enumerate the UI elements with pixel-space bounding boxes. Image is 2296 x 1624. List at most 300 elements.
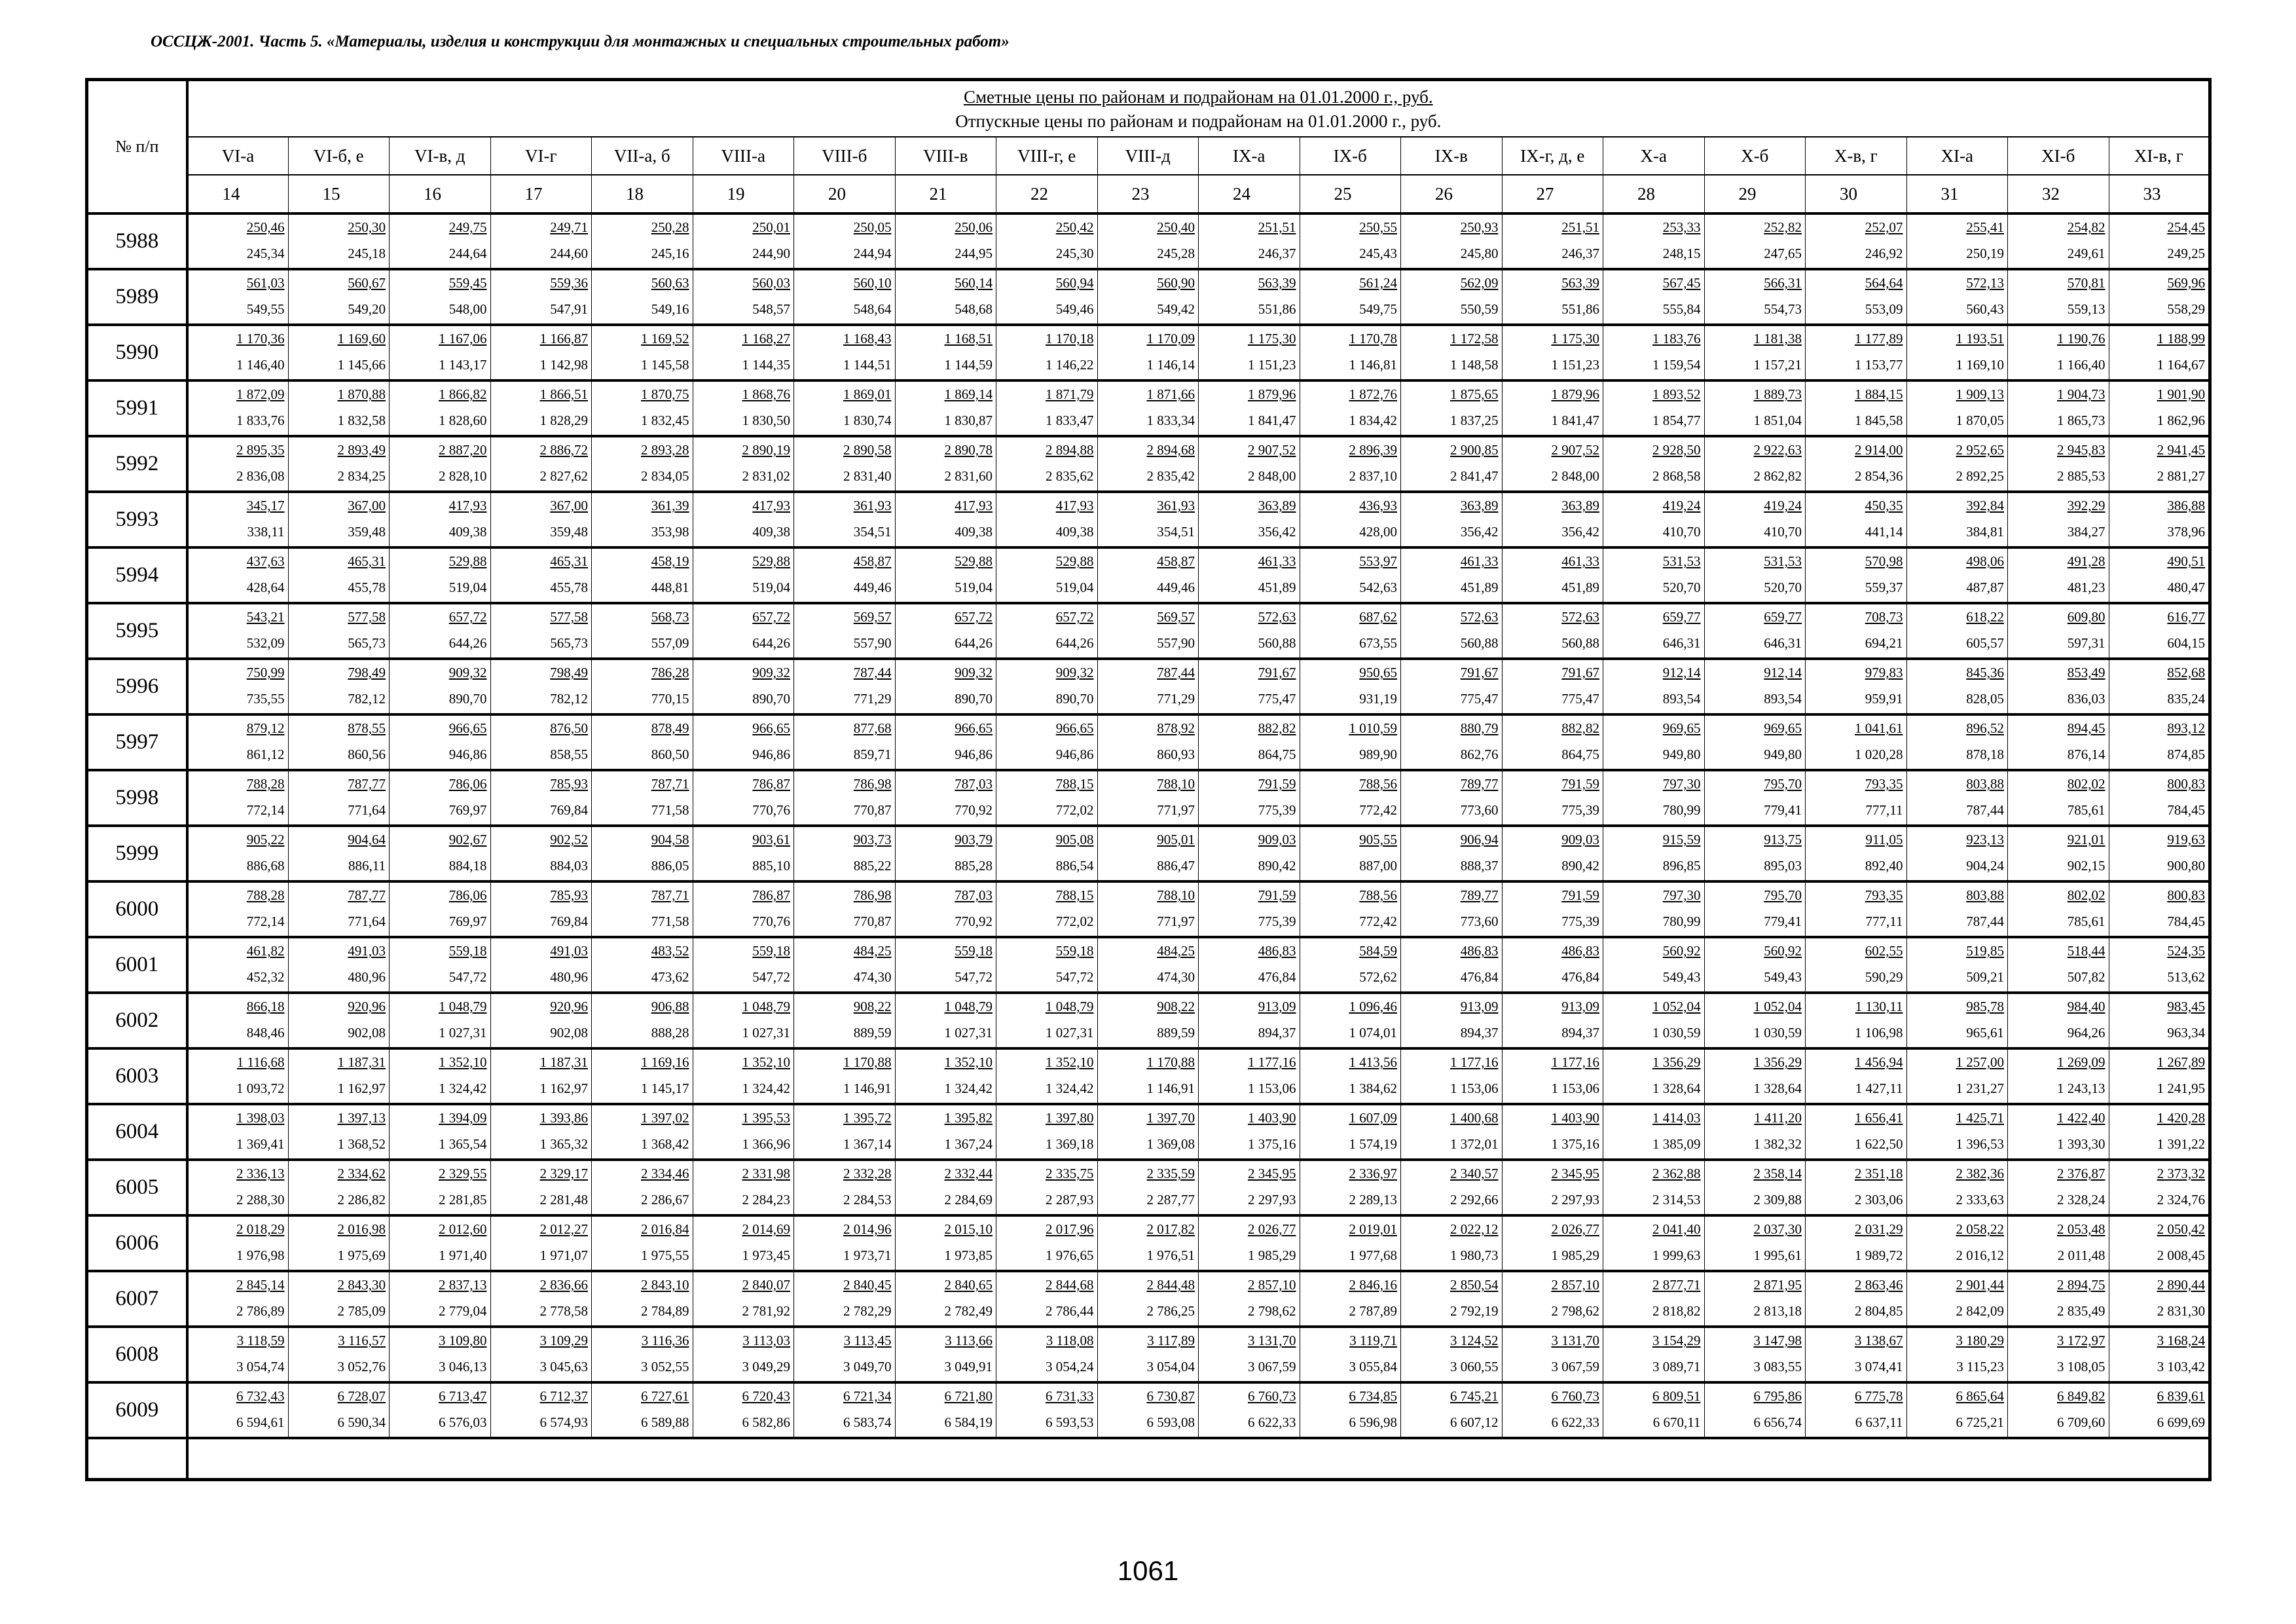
price-cell xyxy=(1199,325,1300,380)
price-cell xyxy=(1603,603,1705,659)
price-cell xyxy=(1401,659,1503,714)
price-cell xyxy=(1806,547,1907,603)
estimated-price: 2 863,46 xyxy=(1855,1277,1903,1293)
release-price: 1 384,62 xyxy=(1349,1080,1397,1096)
estimated-price: 969,65 xyxy=(1662,720,1701,736)
price-cell xyxy=(895,380,996,436)
release-price: 2 284,69 xyxy=(944,1192,993,1208)
price-cell xyxy=(693,436,794,492)
price-cell xyxy=(288,269,390,325)
price-cell xyxy=(390,269,491,325)
column-number-header: 23 xyxy=(1097,175,1199,213)
price-cell xyxy=(1097,436,1199,492)
release-price: 6 593,53 xyxy=(1046,1414,1094,1430)
estimated-price: 3 124,52 xyxy=(1450,1333,1499,1348)
release-price: 2 779,04 xyxy=(439,1303,487,1319)
estimated-price: 6 728,07 xyxy=(337,1388,386,1404)
price-cell xyxy=(1300,1215,1401,1271)
estimated-price: 2 351,18 xyxy=(1855,1166,1903,1181)
release-price: 519,04 xyxy=(955,580,993,595)
price-cell xyxy=(1300,1327,1401,1382)
estimated-price: 386,88 xyxy=(2167,498,2206,513)
release-price: 769,84 xyxy=(550,913,588,929)
release-price: 428,00 xyxy=(1359,524,1397,540)
release-price: 1 368,42 xyxy=(641,1136,689,1152)
release-price: 2 786,25 xyxy=(1146,1303,1195,1319)
estimated-price: 1 425,71 xyxy=(1956,1110,2004,1126)
price-cell xyxy=(390,1160,491,1215)
price-cell xyxy=(996,993,1098,1048)
table-row xyxy=(87,436,2210,492)
price-cell xyxy=(1603,1104,1705,1160)
release-price: 6 593,08 xyxy=(1146,1414,1195,1430)
table-row xyxy=(87,325,2210,380)
release-price: 3 103,42 xyxy=(2157,1359,2206,1375)
price-cell xyxy=(490,714,592,770)
price-cell xyxy=(1300,1048,1401,1104)
price-cell xyxy=(1199,826,1300,881)
price-cell xyxy=(794,1160,896,1215)
price-cell xyxy=(1806,714,1907,770)
price-cell xyxy=(1502,826,1603,881)
price-cell xyxy=(1097,213,1199,269)
release-price: 1 324,42 xyxy=(439,1080,487,1096)
price-cell xyxy=(1806,770,1907,826)
price-cell xyxy=(1199,1104,1300,1160)
price-cell xyxy=(1502,993,1603,1048)
price-cell xyxy=(1097,269,1199,325)
estimated-price: 909,32 xyxy=(955,665,993,680)
price-cell xyxy=(1603,380,1705,436)
price-cell xyxy=(693,547,794,603)
estimated-price: 791,59 xyxy=(1258,887,1296,903)
header-row-title xyxy=(87,80,2210,138)
price-cell xyxy=(288,492,390,547)
estimated-price: 1 170,09 xyxy=(1146,331,1195,346)
release-price: 890,70 xyxy=(448,691,487,707)
price-cell xyxy=(592,213,693,269)
column-number-header: 22 xyxy=(996,175,1098,213)
price-cell xyxy=(1603,993,1705,1048)
release-price: 1 366,96 xyxy=(742,1136,790,1152)
table-row xyxy=(87,547,2210,603)
release-price: 451,89 xyxy=(1561,580,1599,595)
estimated-price: 252,82 xyxy=(1764,219,1802,235)
estimated-price: 2 894,75 xyxy=(2057,1277,2105,1293)
release-price: 963,34 xyxy=(2167,1025,2206,1041)
estimated-price: 1 170,88 xyxy=(1146,1054,1195,1070)
estimated-price: 3 117,89 xyxy=(1147,1333,1195,1348)
price-cell xyxy=(1300,1382,1401,1438)
estimated-price: 2 329,17 xyxy=(539,1166,588,1181)
release-price: 1 985,29 xyxy=(1248,1247,1296,1263)
price-cell xyxy=(187,269,289,325)
estimated-price: 1 352,10 xyxy=(1046,1054,1094,1070)
release-price: 890,70 xyxy=(1055,691,1094,707)
release-price: 771,97 xyxy=(1157,802,1195,818)
release-price: 2 008,45 xyxy=(2157,1247,2206,1263)
estimated-price: 908,22 xyxy=(853,999,892,1014)
price-cell xyxy=(1806,1048,1907,1104)
estimated-price: 6 849,82 xyxy=(2057,1388,2105,1404)
estimated-price: 909,03 xyxy=(1258,832,1296,847)
estimated-price: 491,28 xyxy=(2067,553,2105,569)
estimated-price: 786,98 xyxy=(853,887,892,903)
price-cell xyxy=(1300,1271,1401,1327)
estimated-price: 1 411,20 xyxy=(1754,1110,1802,1126)
release-price: 550,59 xyxy=(1460,301,1499,317)
release-price: 338,11 xyxy=(247,524,285,540)
price-cell xyxy=(288,213,390,269)
price-cell xyxy=(592,714,693,770)
price-cell xyxy=(1401,714,1503,770)
release-price: 890,70 xyxy=(955,691,993,707)
estimated-price: 2 332,28 xyxy=(843,1166,892,1181)
table-row xyxy=(87,770,2210,826)
estimated-price: 562,09 xyxy=(1460,275,1499,291)
release-price: 1 093,72 xyxy=(236,1080,285,1096)
price-cell xyxy=(187,1160,289,1215)
estimated-price: 1 398,03 xyxy=(236,1110,285,1126)
estimated-price: 461,82 xyxy=(246,943,285,959)
estimated-price: 361,93 xyxy=(853,498,892,513)
estimated-price: 250,01 xyxy=(752,219,790,235)
release-price: 1 020,28 xyxy=(1855,747,1903,762)
estimated-price: 1 879,96 xyxy=(1551,386,1599,402)
estimated-price: 568,73 xyxy=(651,609,689,625)
estimated-price: 1 188,99 xyxy=(2157,331,2206,346)
release-price: 771,29 xyxy=(853,691,892,707)
release-price: 547,72 xyxy=(752,969,790,985)
release-price: 949,80 xyxy=(1662,747,1701,762)
release-price: 246,37 xyxy=(1258,246,1296,261)
region-header: VIII-в xyxy=(895,137,996,175)
estimated-price: 2 362,88 xyxy=(1652,1166,1701,1181)
release-price: 644,26 xyxy=(955,635,993,651)
release-price: 250,19 xyxy=(1966,246,2004,261)
price-cell xyxy=(895,1048,996,1104)
price-cell xyxy=(288,436,390,492)
price-cell xyxy=(288,1048,390,1104)
price-cell xyxy=(1097,1104,1199,1160)
price-cell xyxy=(2008,380,2109,436)
price-cell xyxy=(1401,993,1503,1048)
release-price: 1 143,17 xyxy=(439,357,487,373)
release-price: 858,55 xyxy=(550,747,588,762)
row-number: 5992 xyxy=(87,436,187,492)
release-price: 860,93 xyxy=(1157,747,1195,762)
estimated-price: 1 393,86 xyxy=(539,1110,588,1126)
estimated-price: 1 866,82 xyxy=(439,386,487,402)
release-price: 864,75 xyxy=(1561,747,1599,762)
release-price: 560,88 xyxy=(1460,635,1499,651)
price-cell xyxy=(1906,1382,2008,1438)
price-cell xyxy=(1300,269,1401,325)
release-price: 455,78 xyxy=(550,580,588,595)
estimated-price: 1 656,41 xyxy=(1855,1110,1903,1126)
estimated-price: 786,87 xyxy=(752,776,790,792)
price-cell xyxy=(390,1104,491,1160)
estimated-price: 419,24 xyxy=(1764,498,1802,513)
release-price: 605,57 xyxy=(1966,635,2004,651)
price-cell xyxy=(1401,1160,1503,1215)
row-number: 6001 xyxy=(87,937,187,993)
estimated-price: 1 096,46 xyxy=(1349,999,1397,1014)
price-cell xyxy=(1603,714,1705,770)
price-cell xyxy=(390,1382,491,1438)
release-price: 779,41 xyxy=(1764,913,1802,929)
release-price: 480,47 xyxy=(2167,580,2206,595)
estimated-price: 795,70 xyxy=(1764,776,1802,792)
release-price: 249,61 xyxy=(2067,246,2105,261)
estimated-price: 788,10 xyxy=(1157,776,1195,792)
price-cell xyxy=(1502,436,1603,492)
estimated-price: 1 175,30 xyxy=(1248,331,1296,346)
release-price: 894,37 xyxy=(1258,1025,1296,1041)
estimated-price: 251,51 xyxy=(1561,219,1599,235)
estimated-price: 1 187,31 xyxy=(337,1054,386,1070)
estimated-price: 913,09 xyxy=(1460,999,1499,1014)
release-price: 1 145,58 xyxy=(641,357,689,373)
release-price: 532,09 xyxy=(246,635,285,651)
release-price: 1 328,64 xyxy=(1652,1080,1701,1096)
price-cell xyxy=(1097,1271,1199,1327)
estimated-price: 905,01 xyxy=(1157,832,1195,847)
price-cell xyxy=(1401,213,1503,269)
price-cell xyxy=(1097,1048,1199,1104)
estimated-price: 3 113,03 xyxy=(742,1333,790,1348)
release-price: 547,91 xyxy=(550,301,588,317)
release-price: 356,42 xyxy=(1258,524,1296,540)
release-price: 1 833,34 xyxy=(1146,413,1195,428)
estimated-price: 6 727,61 xyxy=(641,1388,689,1404)
estimated-price: 852,68 xyxy=(2167,665,2206,680)
price-cell xyxy=(1300,1104,1401,1160)
release-price: 410,70 xyxy=(1764,524,1802,540)
release-price: 770,76 xyxy=(752,913,790,929)
price-cell xyxy=(1906,881,2008,937)
estimated-price: 437,63 xyxy=(246,553,285,569)
price-cell xyxy=(1806,492,1907,547)
price-cell xyxy=(1806,269,1907,325)
release-price: 777,11 xyxy=(1865,802,1903,818)
release-price: 1 365,32 xyxy=(539,1136,588,1152)
price-cell xyxy=(1199,770,1300,826)
estimated-price: 486,83 xyxy=(1561,943,1599,959)
estimated-price: 560,63 xyxy=(651,275,689,291)
estimated-price: 1 403,90 xyxy=(1551,1110,1599,1126)
estimated-price: 1 422,40 xyxy=(2057,1110,2105,1126)
release-price: 1 830,50 xyxy=(742,413,790,428)
release-price: 555,84 xyxy=(1662,301,1701,317)
release-price: 782,12 xyxy=(348,691,386,707)
estimated-price: 486,83 xyxy=(1460,943,1499,959)
release-price: 549,43 xyxy=(1662,969,1701,985)
price-cell xyxy=(693,1215,794,1271)
price-cell xyxy=(2109,436,2210,492)
estimated-price: 1 397,70 xyxy=(1146,1110,1195,1126)
release-price: 558,29 xyxy=(2167,301,2206,317)
price-cell xyxy=(1906,659,2008,714)
release-price: 547,72 xyxy=(955,969,993,985)
estimated-price: 251,51 xyxy=(1258,219,1296,235)
estimated-price: 1 169,52 xyxy=(641,331,689,346)
release-price: 1 030,59 xyxy=(1753,1025,1802,1041)
estimated-price: 853,49 xyxy=(2067,665,2105,680)
estimated-price: 785,93 xyxy=(550,887,588,903)
estimated-price: 786,06 xyxy=(448,887,487,903)
estimated-price: 787,44 xyxy=(1157,665,1195,680)
release-price: 549,55 xyxy=(246,301,285,317)
estimated-price: 913,09 xyxy=(1258,999,1296,1014)
release-price: 785,61 xyxy=(2067,913,2105,929)
release-price: 409,38 xyxy=(955,524,993,540)
column-header-number: № п/п xyxy=(87,80,187,214)
price-cell xyxy=(996,1048,1098,1104)
estimated-price: 518,44 xyxy=(2067,943,2105,959)
release-price: 2 297,93 xyxy=(1248,1192,1296,1208)
estimated-price: 845,36 xyxy=(1966,665,2004,680)
release-price: 784,45 xyxy=(2167,802,2206,818)
estimated-price: 561,03 xyxy=(246,275,285,291)
estimated-price: 2 334,62 xyxy=(337,1166,386,1181)
price-cell xyxy=(390,1271,491,1327)
estimated-price: 1 175,30 xyxy=(1551,331,1599,346)
release-price: 787,44 xyxy=(1966,913,2004,929)
price-cell xyxy=(1300,1160,1401,1215)
price-cell xyxy=(996,1271,1098,1327)
table-row xyxy=(87,659,2210,714)
row-number: 5990 xyxy=(87,325,187,380)
release-price: 6 596,98 xyxy=(1349,1414,1397,1430)
price-cell xyxy=(1806,826,1907,881)
estimated-price: 465,31 xyxy=(348,553,386,569)
estimated-price: 1 397,02 xyxy=(641,1110,689,1126)
release-price: 6 589,88 xyxy=(641,1414,689,1430)
estimated-price: 1 866,51 xyxy=(539,386,588,402)
estimated-price: 1 414,03 xyxy=(1652,1110,1701,1126)
estimated-price: 560,03 xyxy=(752,275,790,291)
price-cell xyxy=(592,770,693,826)
price-cell xyxy=(288,993,390,1048)
estimated-price: 878,49 xyxy=(651,720,689,736)
estimated-price: 3 113,66 xyxy=(945,1333,993,1348)
release-price: 1 995,61 xyxy=(1753,1247,1802,1263)
estimated-price: 584,59 xyxy=(1359,943,1397,959)
price-cell xyxy=(490,547,592,603)
release-price: 244,64 xyxy=(448,246,487,261)
estimated-price: 1 893,52 xyxy=(1652,386,1701,402)
price-cell xyxy=(187,492,289,547)
estimated-price: 2 837,13 xyxy=(439,1277,487,1293)
release-price: 519,04 xyxy=(448,580,487,595)
release-price: 474,30 xyxy=(853,969,892,985)
price-cell xyxy=(1097,325,1199,380)
estimated-price: 903,61 xyxy=(752,832,790,847)
release-price: 1 162,97 xyxy=(539,1080,588,1096)
price-cell xyxy=(794,547,896,603)
release-price: 1 975,55 xyxy=(641,1247,689,1263)
estimated-price: 1 397,80 xyxy=(1046,1110,1094,1126)
price-cell xyxy=(996,603,1098,659)
release-price: 1 830,87 xyxy=(944,413,993,428)
price-cell xyxy=(1502,492,1603,547)
release-price: 559,37 xyxy=(1865,580,1903,595)
price-cell xyxy=(1401,547,1503,603)
release-price: 775,47 xyxy=(1258,691,1296,707)
estimated-price: 1 048,79 xyxy=(944,999,993,1014)
estimated-price: 255,41 xyxy=(1966,219,2004,235)
estimated-price: 912,14 xyxy=(1764,665,1802,680)
estimated-price: 791,67 xyxy=(1460,665,1499,680)
estimated-price: 657,72 xyxy=(1055,609,1094,625)
release-price: 1 153,06 xyxy=(1450,1080,1499,1096)
release-price: 476,84 xyxy=(1258,969,1296,985)
release-price: 6 607,12 xyxy=(1450,1414,1499,1430)
price-cell xyxy=(1097,1382,1199,1438)
price-cell xyxy=(794,1048,896,1104)
release-price: 885,28 xyxy=(955,858,993,874)
release-price: 1 999,63 xyxy=(1652,1247,1701,1263)
release-price: 772,42 xyxy=(1359,913,1397,929)
price-cell xyxy=(1502,269,1603,325)
price-cell xyxy=(1603,770,1705,826)
release-price: 775,47 xyxy=(1561,691,1599,707)
release-price: 509,21 xyxy=(1966,969,2004,985)
price-cell xyxy=(2008,1215,2109,1271)
release-price: 769,97 xyxy=(448,913,487,929)
release-price: 1 985,29 xyxy=(1551,1247,1599,1263)
table-row xyxy=(87,881,2210,937)
price-cell xyxy=(1502,1327,1603,1382)
release-price: 828,05 xyxy=(1966,691,2004,707)
estimated-price: 2 358,14 xyxy=(1753,1166,1802,1181)
estimated-price: 569,57 xyxy=(853,609,892,625)
estimated-price: 878,92 xyxy=(1157,720,1195,736)
estimated-price: 1 868,76 xyxy=(742,386,790,402)
price-cell xyxy=(592,603,693,659)
table-row xyxy=(87,993,2210,1048)
price-cell xyxy=(794,492,896,547)
estimated-price: 912,14 xyxy=(1662,665,1701,680)
price-cell xyxy=(895,269,996,325)
price-cell xyxy=(794,1327,896,1382)
estimated-price: 905,22 xyxy=(246,832,285,847)
price-cell xyxy=(693,937,794,993)
estimated-price: 2 015,10 xyxy=(944,1221,993,1237)
release-price: 2 834,05 xyxy=(641,468,689,484)
price-cell xyxy=(2109,1271,2210,1327)
price-cell xyxy=(1806,1215,1907,1271)
estimated-price: 2 017,82 xyxy=(1146,1221,1195,1237)
estimated-price: 490,51 xyxy=(2167,553,2206,569)
release-price: 1 368,52 xyxy=(337,1136,386,1152)
estimated-price: 249,71 xyxy=(550,219,588,235)
price-cell xyxy=(2109,603,2210,659)
price-cell xyxy=(288,1382,390,1438)
estimated-price: 254,45 xyxy=(2167,219,2206,235)
price-cell xyxy=(2109,993,2210,1048)
release-price: 735,55 xyxy=(246,691,285,707)
estimated-price: 909,32 xyxy=(448,665,487,680)
price-cell xyxy=(490,993,592,1048)
price-cell xyxy=(2008,1382,2109,1438)
estimated-price: 2 016,98 xyxy=(337,1221,386,1237)
price-cell xyxy=(1097,937,1199,993)
price-cell xyxy=(390,436,491,492)
release-price: 780,99 xyxy=(1662,802,1701,818)
price-cell xyxy=(693,714,794,770)
